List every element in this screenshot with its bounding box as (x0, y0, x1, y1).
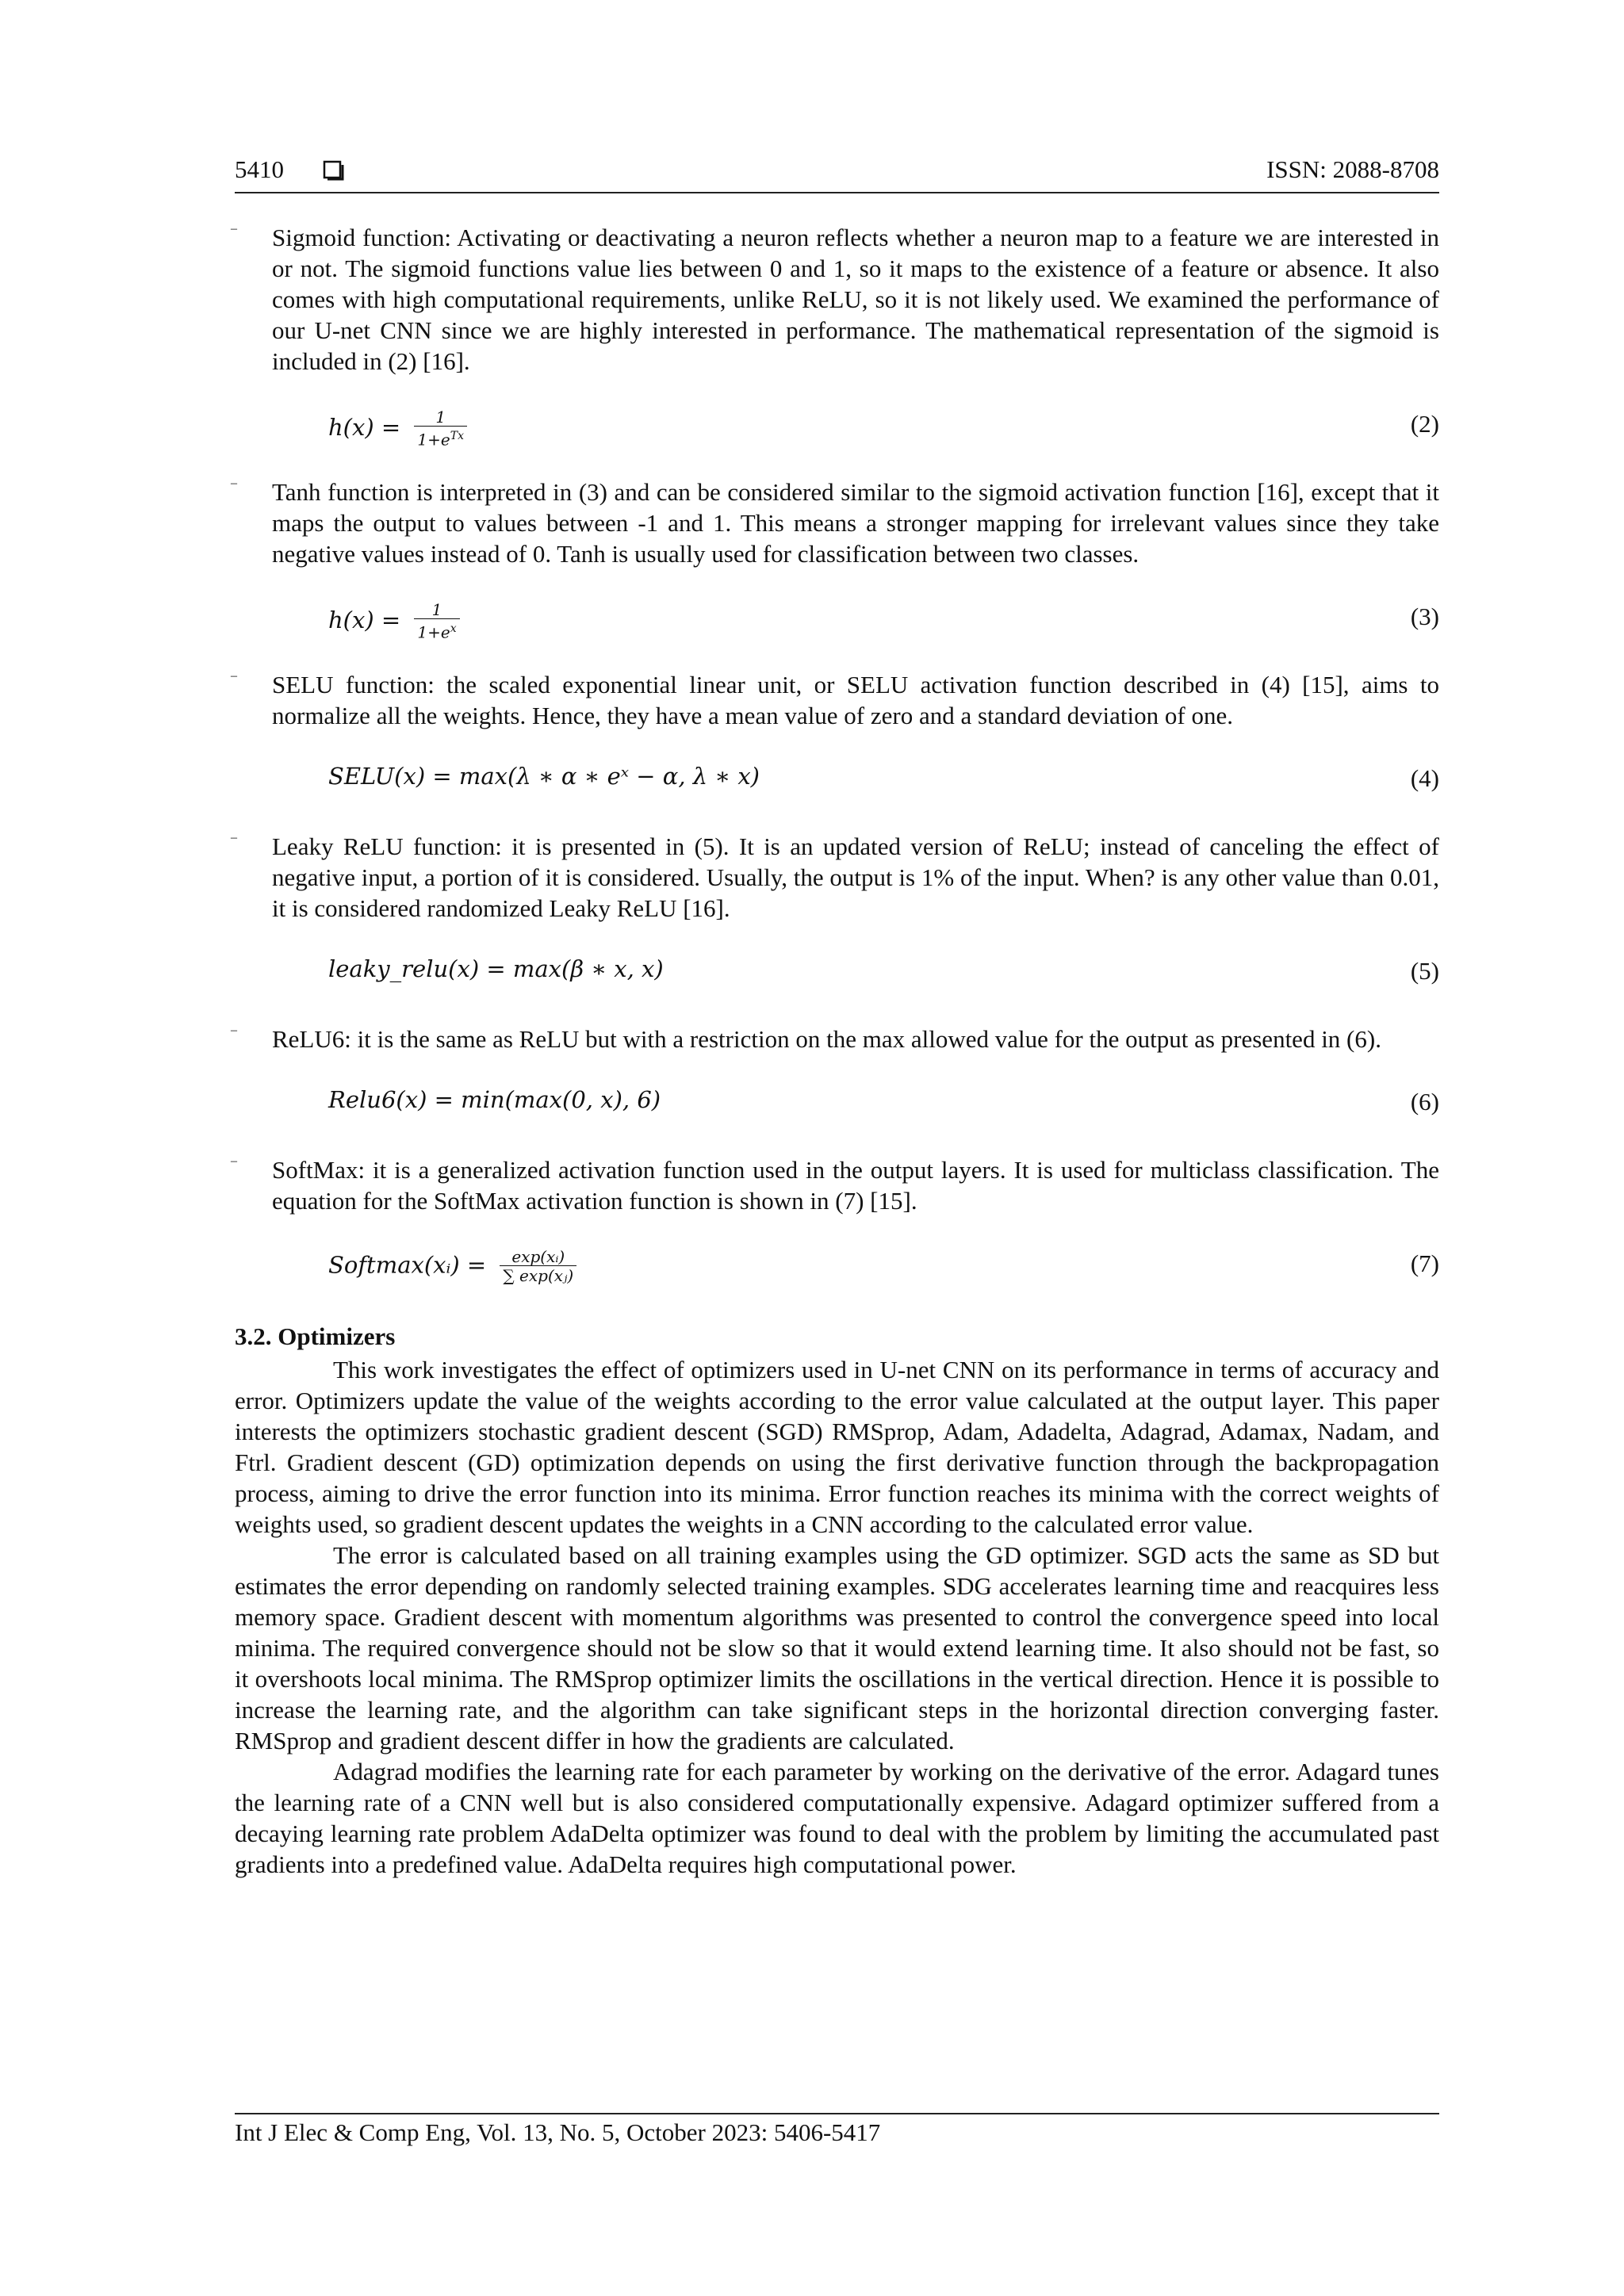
bullet-text: Sigmoid function: Activating or deactivating a neuron reflects whether a neuron map to a feature we are interested in or not. The sigmoid functions value lies between 0 and 1, so it maps to the existence of a feature or absence. It also comes with high computational requirements, unlike ReLU, so it is not likely used. We examined the performance of our U-net CNN since we are highly interested in performance. The mathematical representation of the sigmoid is included in (2) [16]. (272, 224, 1439, 375)
equation-number: (7) (1410, 1249, 1439, 1277)
bullet-leaky-relu (231, 831, 1439, 924)
fraction-denominator (414, 426, 467, 450)
bullet-text: ReLU6: it is the same as ReLU but with a restriction on the max allowed value for the output as presented in (6). (272, 1025, 1381, 1053)
equation-lhs: h(x) = (328, 606, 401, 633)
bullet-text: Leaky ReLU function: it is presented in (5). It is an updated version of ReLU; instead of canceling the effect of negative input, a portion of it is considered. Usually, the output is 1% of the input. When? is any other value than 0.01, it is considered randomized Leaky ReLU [16]. (272, 832, 1439, 922)
bullet-sigmoid (231, 222, 1439, 377)
bullet-text: SELU function: the scaled exponential linear unit, or SELU activation function described in (4) [15], aims to normalize all the weights. Hence, they have a mean value of zero and a standard deviation of one. (272, 671, 1439, 729)
denominator-exponent: Tx (450, 430, 464, 442)
body-paragraph: Adagrad modifies the learning rate for each parameter by working on the derivative of the error. Adagard tunes the learning rate of a CNN well but is also considered computationally expensive. Adagard optimizer suffered from a decaying learning rate problem AdaDelta optimizer was found to deal with the problem by limiting the accumulated past gradients into a predefined value. AdaDelta requires high computational power. (235, 1758, 1439, 1878)
dash-marker: – (231, 669, 237, 683)
body-paragraph: This work investigates the effect of optimizers used in U-net CNN on its performance in terms of accuracy and error. Optimizers update the value of the weights according to the error value calculated at the output layer. This paper interests the optimizers stochastic gradient descent (SGD) RMSprop, Adam, Adadelta, Adagrad, Adamax, Nadam, and Ftrl. Gradient descent (GD) optimization depends on using the first derivative function through the backpropagation process, aiming to drive the error function into its minima. Error function reaches its minima with the correct weights of weights used, so gradient descent updates the weights in a CNN according to the calculated error value. (235, 1356, 1439, 1538)
dash-marker: – (231, 1024, 237, 1037)
equation-number: (3) (1410, 603, 1439, 630)
equation-expression: SELU(x) = max(λ ∗ α ∗ eˣ − α, λ ∗ x) (328, 763, 760, 790)
equation-2 (235, 404, 1439, 448)
fraction-denominator: ∑ exp(xⱼ) (500, 1265, 576, 1285)
equation-4 (235, 758, 1439, 802)
equation-5 (235, 951, 1439, 995)
section-heading: 3.2. Optimizers (235, 1322, 396, 1350)
equation-number: (4) (1410, 764, 1439, 792)
equation-lhs: Softmax(xᵢ) = (328, 1251, 487, 1279)
footer-citation: Int J Elec & Comp Eng, Vol. 13, No. 5, October 2023: 5406-5417 (235, 2118, 881, 2146)
equation-7 (235, 1243, 1439, 1294)
equation-number: (2) (1410, 410, 1439, 438)
dash-marker: – (231, 1154, 237, 1168)
bullet-text: SoftMax: it is a generalized activation function used in the output layers. It is used for multiclass classification. The equation for the SoftMax activation function is shown in (7) [15]. (272, 1156, 1439, 1215)
fraction-denominator (414, 618, 459, 642)
fraction-numerator: 1 (431, 600, 442, 619)
equation-expression (328, 408, 467, 450)
denominator-base: 1+e (417, 622, 450, 642)
dash-marker: – (231, 831, 237, 844)
denominator-exponent: x (450, 622, 457, 635)
header-rule (235, 192, 1439, 193)
bullet-relu6 (231, 1024, 1439, 1054)
equation-expression (328, 601, 460, 642)
page-number: 5410 (235, 155, 284, 183)
fraction-numerator: exp(xᵢ) (511, 1247, 565, 1266)
denominator-base: 1+e (417, 430, 450, 450)
fraction (414, 408, 467, 450)
equation-number: (6) (1410, 1088, 1439, 1115)
bullet-text: Tanh function is interpreted in (3) and can be considered similar to the sigmoid activation function [16], except that it maps the output to values between -1 and 1. This means a stronger mapping for irrelevant values since they take negative values instead of 0. Tanh is usually used for classification between two classes. (272, 478, 1439, 568)
dash-marker: – (231, 476, 237, 490)
page-body (231, 222, 1439, 1880)
equation-expression (328, 1248, 576, 1285)
equation-expression: Relu6(x) = min(max(0, x), 6) (328, 1086, 661, 1113)
bullet-softmax (231, 1154, 1439, 1216)
issn: ISSN: 2088-8708 (1266, 155, 1439, 183)
equation-lhs: h(x) = (328, 413, 401, 441)
equation-6 (235, 1081, 1439, 1126)
page-header (235, 155, 1439, 195)
dash-marker: – (231, 222, 237, 235)
fraction (414, 601, 459, 642)
footer-rule (235, 2113, 1439, 2114)
equation-expression: leaky_relu(x) = max(β ∗ x, x) (328, 955, 664, 982)
fraction (500, 1248, 576, 1285)
bullet-selu (231, 669, 1439, 731)
equation-3 (235, 596, 1439, 641)
body-paragraph: The error is calculated based on all training examples using the GD optimizer. SGD acts the same as SD but estimates the error depending on randomly selected training examples. SDG accelerates learning time and reacquires less memory space. Gradient descent with momentum algorithms was presented to control the convergence speed into local minima. The required convergence should not be slow so that it would extend learning time. It also should not be fast, so it overshoots local minima. The RMSprop optimizer limits the oscillations in the vertical direction. Hence it is possible to increase the learning rate, and the algorithm can take significant steps in the horizontal direction converging faster. RMSprop and gradient descent differ in how the gradients are calculated. (235, 1541, 1439, 1755)
equation-number: (5) (1410, 957, 1439, 985)
bullet-tanh (231, 476, 1439, 569)
box-icon (323, 160, 344, 182)
fraction-numerator: 1 (435, 408, 446, 427)
